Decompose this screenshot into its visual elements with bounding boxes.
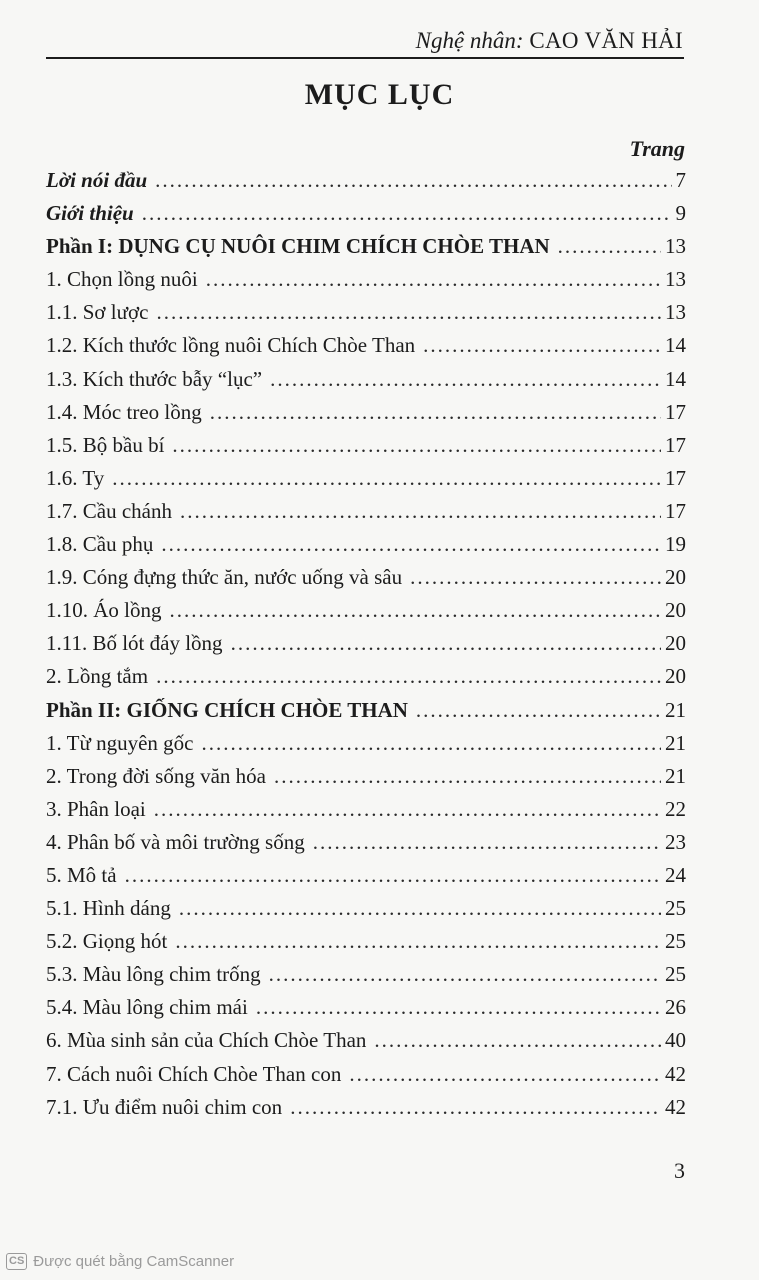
- toc-entry-title: 1.4. Móc treo lồng: [46, 399, 202, 424]
- toc-entry-page: 13: [665, 234, 686, 259]
- page-number: 3: [674, 1158, 685, 1183]
- author-name: CAO VĂN HẢI: [529, 28, 683, 53]
- toc-entry-title: 2. Trong đời sống văn hóa: [46, 763, 266, 788]
- toc-entry: [46, 433, 686, 466]
- toc-entry-page: 25: [665, 962, 686, 987]
- dot-leader: [179, 896, 661, 921]
- toc-entry-title: 1.6. Ty: [46, 465, 105, 490]
- dot-leader: [142, 201, 672, 226]
- dot-leader: [374, 1028, 661, 1053]
- dot-leader: [269, 962, 661, 987]
- toc-entry-page: 14: [665, 333, 686, 358]
- dot-leader: [155, 168, 671, 193]
- dot-leader: [206, 267, 661, 292]
- toc-entry-page: 20: [665, 664, 686, 689]
- toc-entry-page: 17: [665, 432, 686, 457]
- dot-leader: [175, 929, 661, 954]
- toc-entry: [46, 995, 686, 1028]
- toc-entry-page: 17: [665, 465, 686, 490]
- toc-entry-title: 1.11. Bố lót đáy lồng: [46, 631, 223, 656]
- dot-leader: [416, 698, 661, 723]
- toc-entry-page: 23: [665, 829, 686, 854]
- toc-entry-title: 1.7. Cầu chánh: [46, 498, 172, 523]
- toc-entry-page: 22: [665, 796, 686, 821]
- dot-leader: [154, 797, 661, 822]
- toc-entry: [46, 830, 686, 863]
- toc-entry: [46, 797, 686, 830]
- toc-entry: [46, 631, 686, 664]
- toc-entry-title: 7. Cách nuôi Chích Chòe Than con: [46, 1061, 342, 1086]
- toc-entry-title: Giới thiệu: [46, 201, 134, 226]
- toc-entry: [46, 565, 686, 598]
- toc-entry-page: 7: [675, 168, 686, 192]
- toc-entry-title: Lời nói đầu: [46, 168, 148, 192]
- author-label: Nghệ nhân:: [415, 28, 524, 53]
- toc-list: [46, 168, 686, 1128]
- dot-leader: [256, 995, 661, 1020]
- toc-entry-page: 42: [665, 1061, 686, 1086]
- toc-entry-title: 2. Lồng tắm: [46, 664, 149, 689]
- dot-leader: [156, 300, 661, 325]
- toc-entry-title: 5. Mô tả: [46, 862, 117, 887]
- toc-entry: [46, 532, 686, 565]
- toc-entry-title: 5.1. Hình dáng: [46, 896, 171, 921]
- dot-leader: [270, 367, 661, 392]
- dot-leader: [274, 764, 661, 789]
- toc-entry-title: 5.3. Màu lông chim trống: [46, 962, 261, 987]
- toc-entry: [46, 962, 686, 995]
- toc-entry-title: 4. Phân bố và môi trường sống: [46, 829, 305, 854]
- toc-entry-page: 20: [665, 565, 686, 590]
- header-rule: [46, 57, 684, 59]
- toc-entry-page: 17: [665, 399, 686, 424]
- toc-entry-title: 5.2. Giọng hót: [46, 929, 168, 954]
- toc-entry-page: 20: [665, 598, 686, 623]
- dot-leader: [410, 565, 661, 590]
- running-header: [416, 28, 683, 54]
- toc-entry-page: 9: [675, 201, 686, 226]
- toc-entry-title: 6. Mùa sinh sản của Chích Chòe Than: [46, 1028, 367, 1053]
- toc-entry-page: 40: [665, 1028, 686, 1053]
- toc-entry: [46, 300, 686, 333]
- dot-leader: [349, 1062, 661, 1087]
- dot-leader: [423, 333, 661, 358]
- toc-entry-title: 1.8. Cầu phụ: [46, 532, 154, 557]
- toc-entry-page: 13: [665, 300, 686, 325]
- toc-entry: [46, 400, 686, 433]
- dot-leader: [201, 731, 661, 756]
- toc-entry-page: 25: [665, 896, 686, 921]
- toc-entry-page: 19: [665, 532, 686, 557]
- watermark-text: Được quét bằng CamScanner: [33, 1253, 235, 1270]
- toc-entry-title: Phần I: DỤNG CỤ NUÔI CHIM CHÍCH CHÒE THAN: [46, 234, 550, 259]
- toc-entry: [46, 929, 686, 962]
- toc-entry-title: 7.1. Ưu điểm nuôi chim con: [46, 1094, 283, 1119]
- toc-entry: [46, 168, 686, 201]
- toc-entry: [46, 731, 686, 764]
- dot-leader: [125, 863, 661, 888]
- toc-entry: [46, 598, 686, 631]
- toc-entry-title: 1. Từ nguyên gốc: [46, 730, 194, 755]
- toc-entry: [46, 333, 686, 366]
- dot-leader: [112, 466, 661, 491]
- toc-entry-title: 1.1. Sơ lược: [46, 300, 149, 325]
- toc-entry-page: 21: [665, 697, 686, 722]
- camscanner-logo-icon: CS: [6, 1253, 27, 1270]
- toc-entry: [46, 664, 686, 697]
- toc-entry: [46, 863, 686, 896]
- toc-entry-title: 1.2. Kích thước lồng nuôi Chích Chòe Than: [46, 333, 416, 358]
- toc-title: MỤC LỤC: [304, 78, 455, 111]
- toc-entry: [46, 466, 686, 499]
- toc-entry: [46, 1095, 686, 1128]
- toc-entry-title: Phần II: GIỐNG CHÍCH CHÒE THAN: [46, 697, 408, 722]
- toc-entry-page: 26: [665, 995, 686, 1020]
- toc-entry: [46, 764, 686, 797]
- dot-leader: [172, 433, 661, 458]
- toc-entry-page: 21: [665, 763, 686, 788]
- toc-entry-title: 1.3. Kích thước bẫy “lục”: [46, 366, 263, 391]
- toc-entry-page: 25: [665, 929, 686, 954]
- toc-entry: [46, 499, 686, 532]
- dot-leader: [161, 532, 661, 557]
- toc-entry-page: 14: [665, 366, 686, 391]
- dot-leader: [558, 234, 661, 259]
- toc-entry-page: 21: [665, 730, 686, 755]
- toc-entry-title: 1.10. Áo lồng: [46, 598, 162, 623]
- toc-entry: [46, 234, 686, 267]
- toc-entry-page: 20: [665, 631, 686, 656]
- dot-leader: [180, 499, 661, 524]
- toc-entry-page: 42: [665, 1094, 686, 1119]
- toc-entry: [46, 1062, 686, 1095]
- toc-entry: [46, 367, 686, 400]
- toc-entry-page: 24: [665, 862, 686, 887]
- toc-entry-title: 1. Chọn lồng nuôi: [46, 267, 198, 292]
- toc-entry-page: 17: [665, 498, 686, 523]
- page-column-label: Trang: [629, 136, 685, 161]
- toc-entry-title: 1.5. Bộ bầu bí: [46, 432, 165, 457]
- dot-leader: [313, 830, 661, 855]
- scanner-watermark: [6, 1253, 234, 1270]
- dot-leader: [210, 400, 661, 425]
- toc-entry: [46, 698, 686, 731]
- toc-entry-title: 5.4. Màu lông chim mái: [46, 995, 248, 1020]
- dot-leader: [170, 598, 662, 623]
- toc-entry: [46, 267, 686, 300]
- toc-entry: [46, 201, 686, 234]
- dot-leader: [156, 664, 661, 689]
- toc-entry-title: 1.9. Cóng đựng thức ăn, nước uống và sâu: [46, 565, 403, 590]
- toc-entry: [46, 896, 686, 929]
- dot-leader: [231, 631, 661, 656]
- toc-entry-title: 3. Phân loại: [46, 796, 146, 821]
- toc-entry-page: 13: [665, 267, 686, 292]
- toc-entry: [46, 1028, 686, 1061]
- dot-leader: [290, 1095, 661, 1120]
